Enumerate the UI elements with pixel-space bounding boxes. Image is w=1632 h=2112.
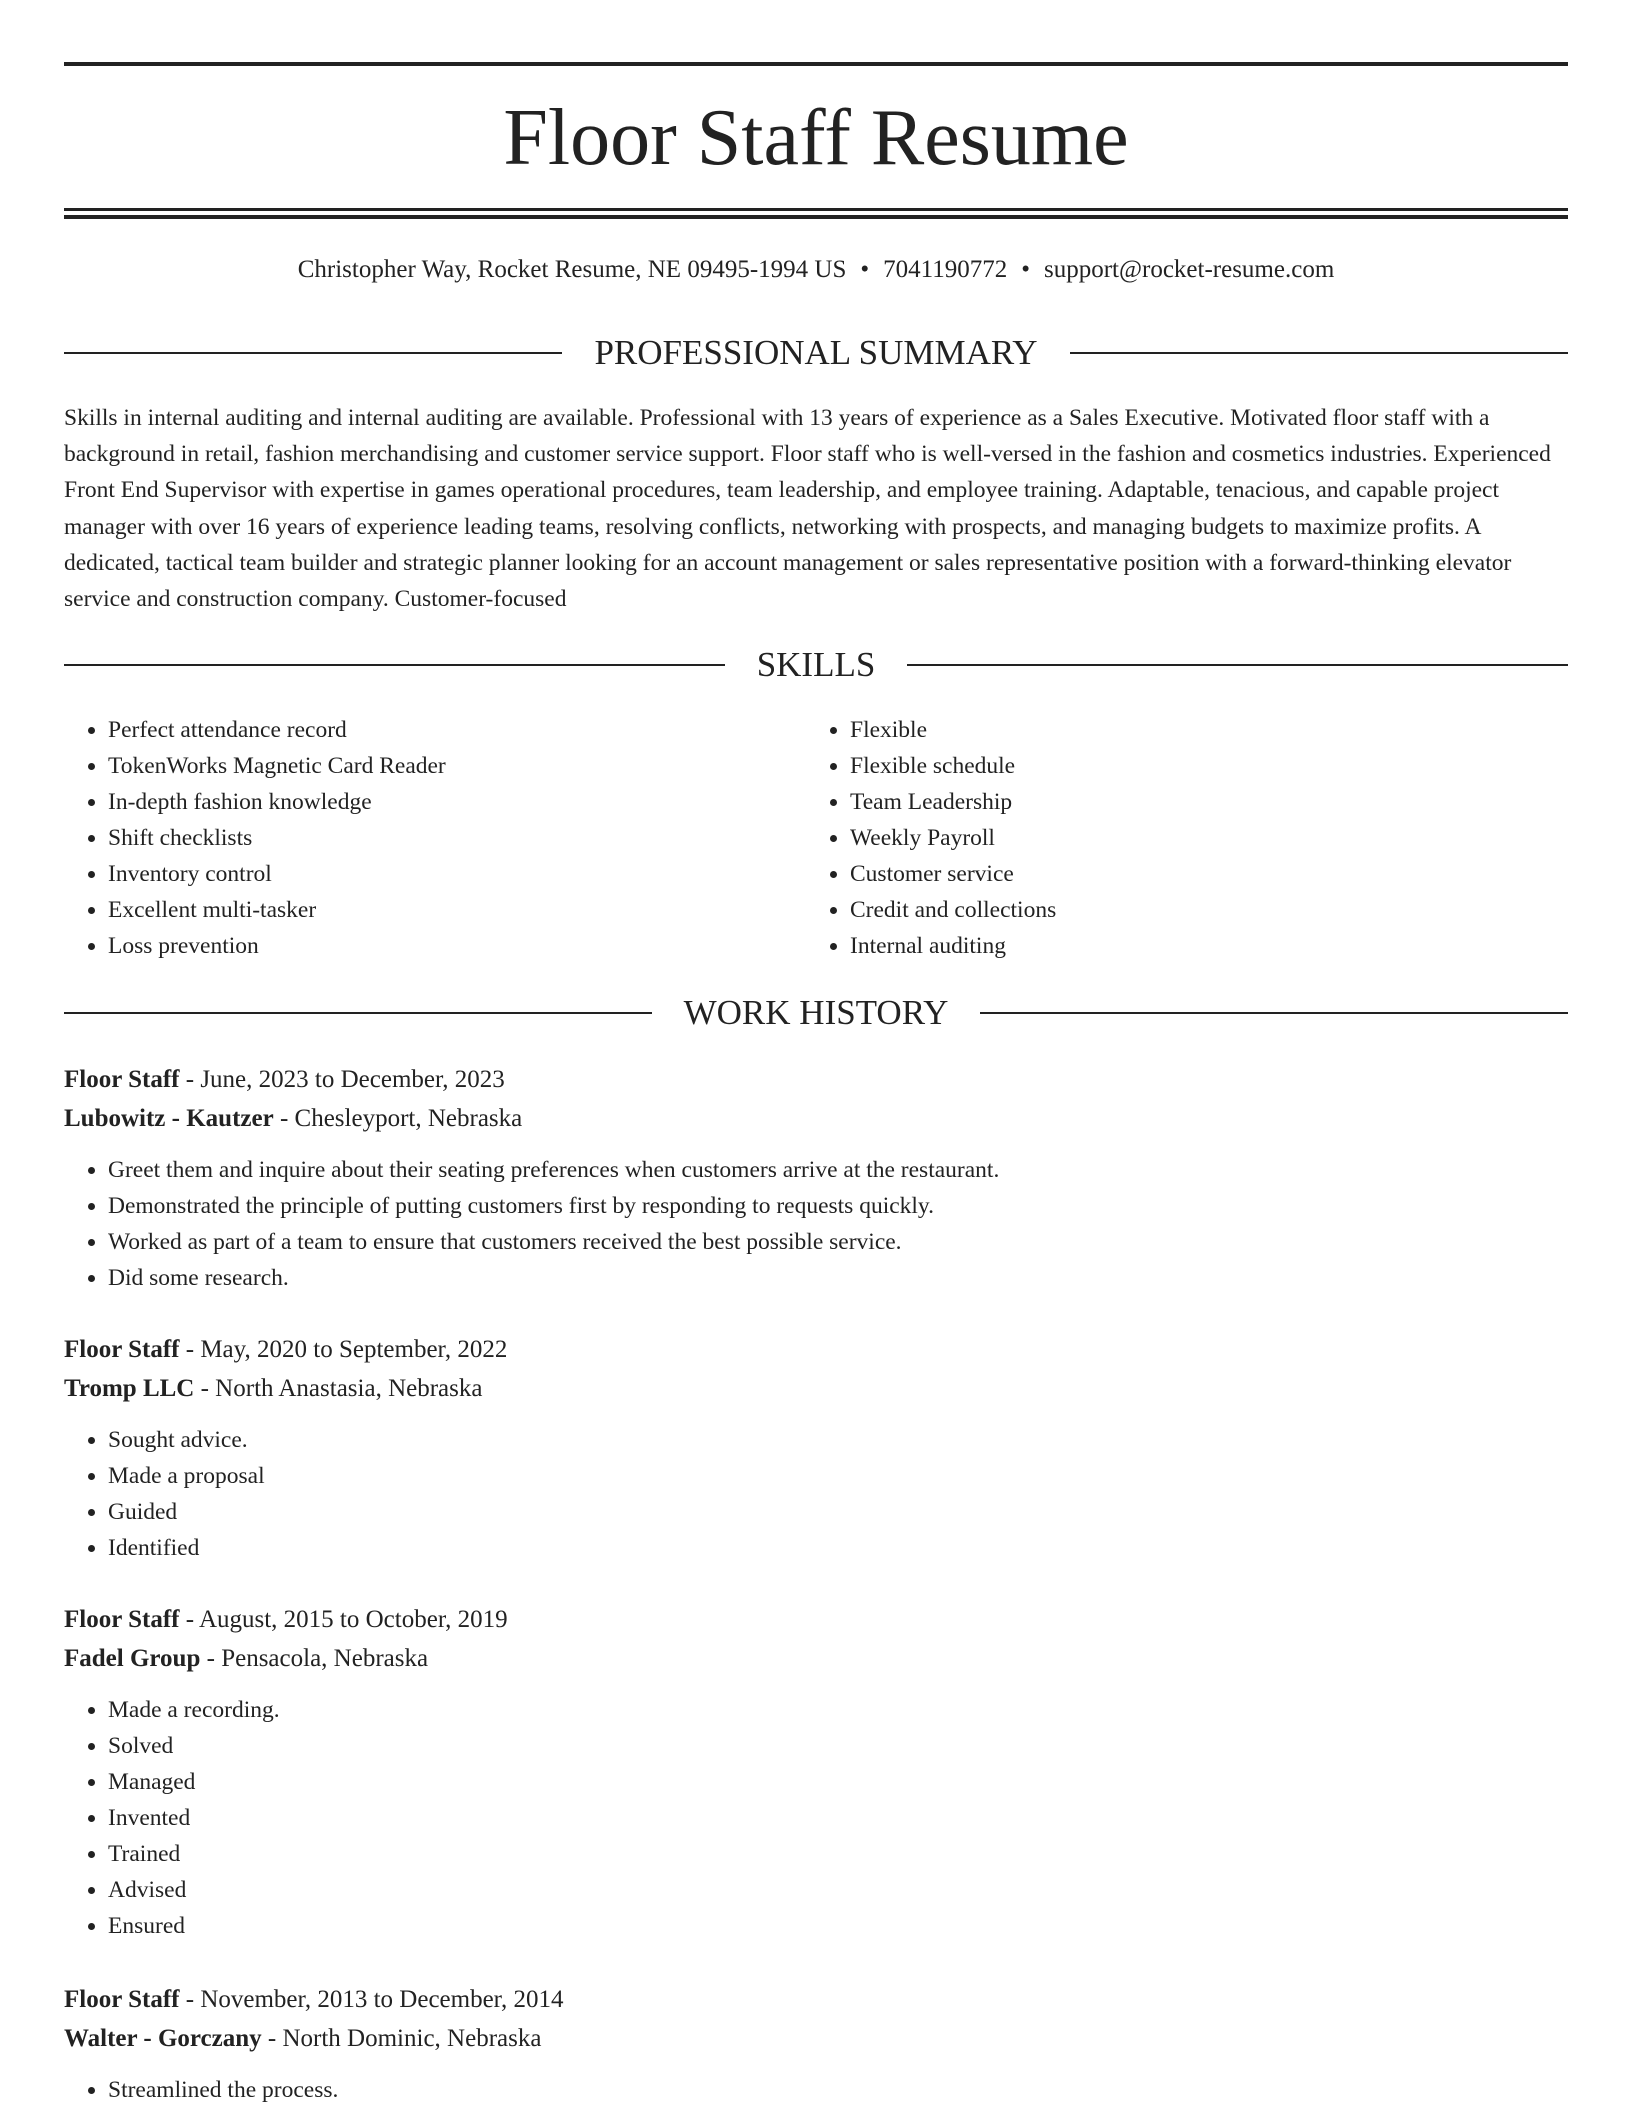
job-location: - North Dominic, Nebraska xyxy=(261,2025,542,2052)
skill-item: • Team Leadership xyxy=(850,784,1548,820)
heading-rule-right xyxy=(1070,352,1568,354)
job-bullet: • Ensured xyxy=(108,1908,1568,1944)
resume-title: Floor Staff Resume xyxy=(503,94,1129,182)
skill-item: • Flexible xyxy=(850,712,1548,748)
summary-heading-label: PROFESSIONAL SUMMARY xyxy=(594,333,1038,372)
skill-item: • Perfect attendance record xyxy=(108,712,806,748)
job-entry xyxy=(64,1980,1568,2108)
job-bullet: • Managed xyxy=(108,1764,1568,1800)
skill-item: • Inventory control xyxy=(108,856,806,892)
contact-separator: • xyxy=(1021,256,1030,283)
skill-item: • Loss prevention xyxy=(108,928,806,964)
job-dates: - November, 2013 to December, 2014 xyxy=(179,1986,564,2013)
job-location: - Chesleyport, Nebraska xyxy=(273,1105,523,1132)
job-bullet: • Made a recording. xyxy=(108,1692,1568,1728)
skill-item: • Weekly Payroll xyxy=(850,820,1548,856)
job-bullet: • Made a proposal xyxy=(108,1458,1568,1494)
job-position: Floor Staff xyxy=(64,1986,180,2013)
skill-item: • Internal auditing xyxy=(850,928,1548,964)
contact-separator: • xyxy=(860,256,870,283)
job-dates: - June, 2023 to December, 2023 xyxy=(179,1066,505,1093)
job-bullets xyxy=(64,2072,1568,2108)
job-title-row xyxy=(64,1330,1568,1369)
heading-rule-right xyxy=(907,664,1568,666)
skills-column-right xyxy=(806,712,1548,964)
skill-item: • Excellent multi-tasker xyxy=(108,892,806,928)
job-company: Lubowitz - Kautzer xyxy=(64,1105,274,1132)
contact-line xyxy=(64,252,1568,288)
job-bullet: • Greet them and inquire about their seating preferences when customers arrive at the restaurant. xyxy=(108,1152,1568,1188)
job-bullet: • Advised xyxy=(108,1872,1568,1908)
work-history-heading-label: WORK HISTORY xyxy=(683,993,949,1032)
contact-phone: 7041190772 xyxy=(883,256,1008,283)
job-title-row xyxy=(64,1980,1568,2019)
professional-summary: Skills in internal auditing and internal auditing are available. Professional with 13 years of experience as a Sales Executive. Motivated floor staff with a background in retail, fashion merchandising and customer service support. Floor staff who is well-versed in the fashion and cosmetics industries. Experienced Front End Supervisor with expertise in games operational procedures, team leadership, and employee training. Adaptable, tenacious, and capable project manager with over 16 years of experience leading teams, resolving conflicts, networking with prospects, and managing budgets to maximize profits. A dedicated, tactical team builder and strategic planner looking for an account management or sales representative position with a forward-thinking elevator service and construction company. Customer-focused xyxy=(64,405,1551,613)
skill-item: • Customer service xyxy=(850,856,1548,892)
job-bullets xyxy=(64,1152,1568,1296)
job-company-row xyxy=(64,1099,1568,1138)
job-title-row xyxy=(64,1060,1568,1099)
skills-list xyxy=(64,712,1568,964)
job-dates: - August, 2015 to October, 2019 xyxy=(179,1606,508,1633)
job-location: - Pensacola, Nebraska xyxy=(200,1645,429,1672)
job-bullets xyxy=(64,1692,1568,1944)
heading-rule-left xyxy=(64,1012,652,1014)
job-bullet: • Trained xyxy=(108,1836,1568,1872)
job-bullet: • Solved xyxy=(108,1728,1568,1764)
job-bullet: • Worked as part of a team to ensure that customers received the best possible service. xyxy=(108,1224,1568,1260)
job-entry xyxy=(64,1330,1568,1566)
skill-item: • Shift checklists xyxy=(108,820,806,856)
heading-rule-left xyxy=(64,664,725,666)
job-entry xyxy=(64,1060,1568,1296)
skill-item: • Flexible schedule xyxy=(850,748,1548,784)
contact-address: Christopher Way, Rocket Resume, NE 09495-1994 US xyxy=(297,256,847,283)
contact-email: support@rocket-resume.com xyxy=(1043,256,1335,283)
job-bullet: • Demonstrated the principle of putting customers first by responding to requests quickly. xyxy=(108,1188,1568,1224)
skills-heading-label: SKILLS xyxy=(756,645,876,684)
skill-item: • In-depth fashion knowledge xyxy=(108,784,806,820)
job-position: Floor Staff xyxy=(64,1606,180,1633)
heading-rule-left xyxy=(64,352,562,354)
work-history-heading xyxy=(64,991,1568,1035)
job-company: Fadel Group xyxy=(64,1645,201,1672)
skills-column-left xyxy=(64,712,806,964)
summary-heading xyxy=(64,331,1568,375)
job-entry xyxy=(64,1600,1568,1944)
top-rule xyxy=(64,62,1568,66)
job-company-row xyxy=(64,1639,1568,1678)
job-bullet: • Invented xyxy=(108,1800,1568,1836)
skill-item: • Credit and collections xyxy=(850,892,1548,928)
job-position: Floor Staff xyxy=(64,1336,180,1363)
title-double-rule xyxy=(64,208,1568,219)
job-position: Floor Staff xyxy=(64,1066,180,1093)
job-company-row xyxy=(64,2019,1568,2058)
job-bullet: • Guided xyxy=(108,1494,1568,1530)
skills-heading xyxy=(64,643,1568,687)
job-location: - North Anastasia, Nebraska xyxy=(194,1375,483,1402)
job-bullet: • Streamlined the process. xyxy=(108,2072,1568,2108)
skill-item: • TokenWorks Magnetic Card Reader xyxy=(108,748,806,784)
job-bullet: • Sought advice. xyxy=(108,1422,1568,1458)
job-bullets xyxy=(64,1422,1568,1566)
job-title-row xyxy=(64,1600,1568,1639)
job-bullet: • Identified xyxy=(108,1530,1568,1566)
job-company: Walter - Gorczany xyxy=(64,2025,262,2052)
job-company: Tromp LLC xyxy=(64,1375,195,1402)
job-bullet: • Did some research. xyxy=(108,1260,1568,1296)
job-company-row xyxy=(64,1369,1568,1408)
heading-rule-right xyxy=(980,1012,1568,1014)
job-dates: - May, 2020 to September, 2022 xyxy=(179,1336,508,1363)
